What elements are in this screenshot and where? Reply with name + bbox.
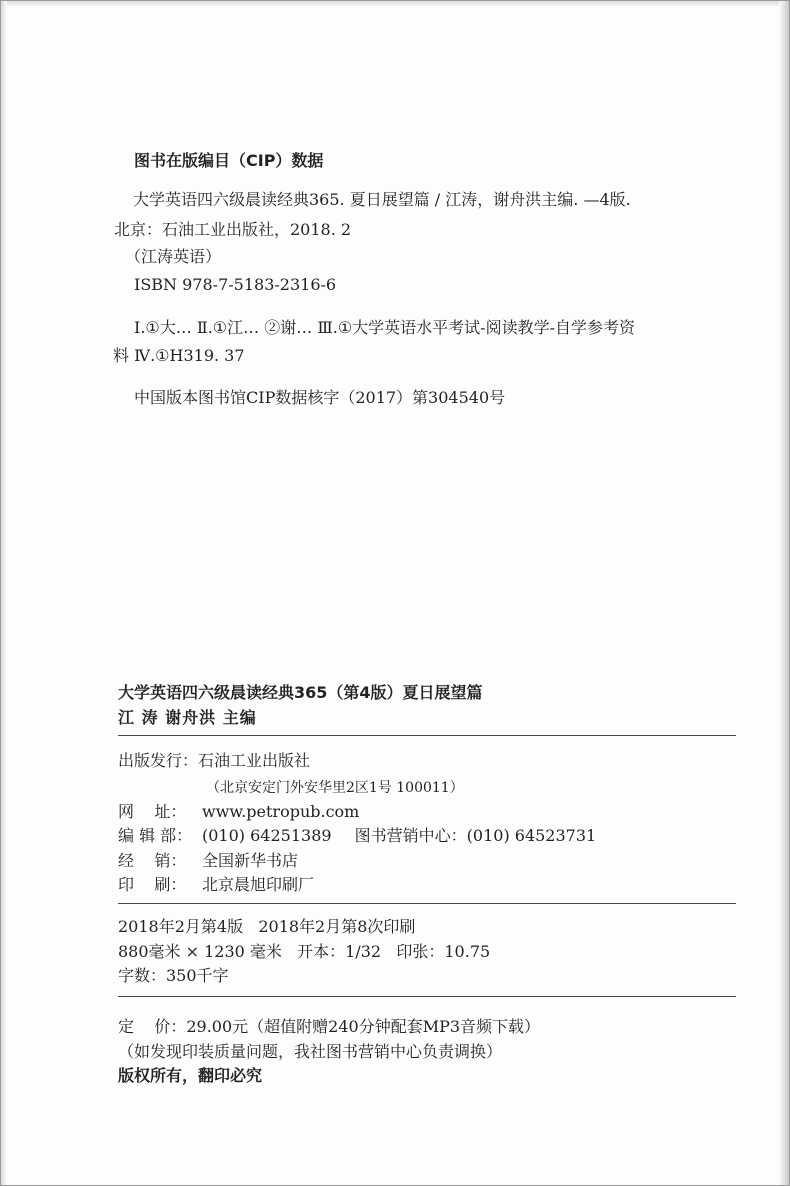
cip-record-number: 中国版本图书馆CIP数据核字（2017）第304540号 <box>134 388 506 407</box>
edition-line-3: 字数：350千字 <box>118 966 229 985</box>
cip-isbn: ISBN 978-7-5183-2316-6 <box>134 275 337 294</box>
distributor-label: 经 销： <box>118 851 187 870</box>
website-url: www.petropub.com <box>202 802 360 821</box>
marketing-phone: (010) 64523731 <box>466 826 597 845</box>
website-label: 网 址： <box>118 802 187 821</box>
divider-3 <box>118 996 736 997</box>
editorial-row <box>118 826 596 846</box>
quality-note: （如发现印装质量问题，我社图书营销中心负责调换） <box>118 1042 503 1061</box>
divider-2 <box>118 903 736 904</box>
cip-line-1: 大学英语四六级晨读经典365. 夏日展望篇 / 江涛，谢舟洪主编. —4版. <box>133 190 631 209</box>
editorial-phone: (010) 64251389 <box>202 826 332 845</box>
book-title: 大学英语四六级晨读经典365（第4版）夏日展望篇 <box>118 683 483 702</box>
cip-line-2: 北京：石油工业出版社，2018. 2 <box>114 220 352 239</box>
publisher-label: 出版发行： <box>118 751 199 770</box>
cip-line-3: （江涛英语） <box>125 247 222 266</box>
marketing-label: 图书营销中心： <box>354 826 467 845</box>
scan-edge-top <box>1 1 789 7</box>
cip-classification-1: Ⅰ.①大… Ⅱ.①江… ②谢… Ⅲ.①大学英语水平考试-阅读教学-自学参考资 <box>134 318 635 337</box>
editorial-label: 编 辑 部： <box>118 826 193 845</box>
price-line: 定 价：29.00元（超值附赠240分钟配套MP3音频下载） <box>118 1017 541 1036</box>
distributor-name: 全国新华书店 <box>202 851 299 870</box>
divider-1 <box>118 735 736 736</box>
edition-line-2: 880毫米 × 1230 毫米 开本：1/32 印张：10.75 <box>118 942 491 961</box>
printer-name: 北京晨旭印刷厂 <box>202 875 315 894</box>
scan-edge-right <box>779 1 789 1185</box>
cip-classification-2: 料 Ⅳ.①H319. 37 <box>113 346 245 365</box>
book-editors: 江 涛 谢舟洪 主编 <box>118 708 257 727</box>
printer-row <box>118 875 314 895</box>
distributor-row <box>118 851 298 871</box>
printer-label: 印 刷： <box>118 875 187 894</box>
publisher-row <box>118 751 310 771</box>
website-row <box>118 802 359 822</box>
scan-edge-left <box>1 1 7 1185</box>
publisher-name: 石油工业出版社 <box>198 751 311 770</box>
cip-heading: 图书在版编目（CIP）数据 <box>134 151 324 170</box>
edition-line-1: 2018年2月第4版 2018年2月第8次印刷 <box>118 917 416 936</box>
copyright-notice: 版权所有，翻印必究 <box>118 1066 263 1085</box>
publisher-address: （北京安定门外安华里2区1号 100011） <box>206 780 464 796</box>
